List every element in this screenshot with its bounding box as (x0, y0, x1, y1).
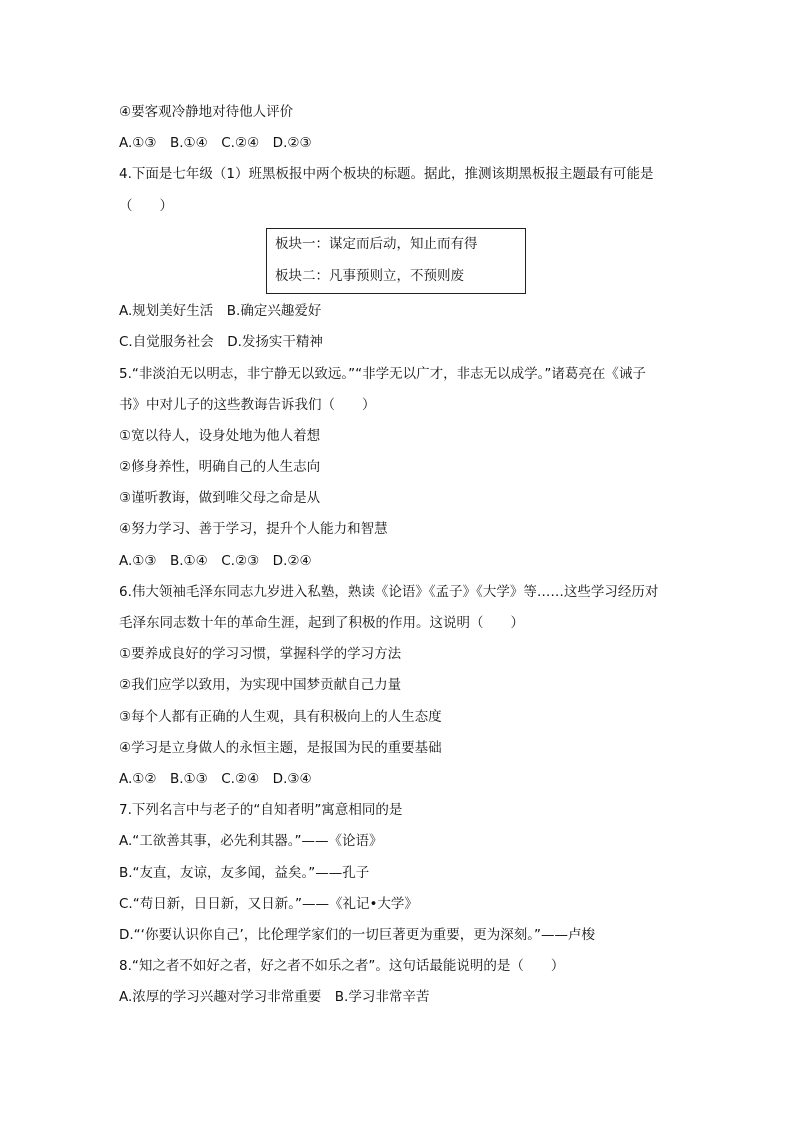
option-line: ③谨听教诲，做到唯父母之命是从 (119, 490, 321, 506)
option-line: ④学习是立身做人的永恒主题，是报国为民的重要基础 (119, 740, 442, 756)
option-line: ①宽以待人，设身处地为他人着想 (119, 428, 321, 444)
option-c: C.“苟日新，日日新，又日新。”——《礼记•大学》 (119, 896, 418, 912)
blackboard-titles-box (266, 228, 526, 294)
answer-choices: A.浓厚的学习兴趣对学习非常重要 B.学习非常辛苦 (119, 989, 430, 1005)
option-b: B.“友直，友谅，友多闻，益矣。”——孔子 (119, 865, 370, 881)
answer-choices: A.①③ B.①④ C.②④ D.②③ (119, 135, 312, 151)
option-line: ②修身养性，明确自己的人生志向 (119, 459, 321, 475)
option-line: ①要养成良好的学习习惯，掌握科学的学习方法 (119, 646, 402, 662)
option-line: ④努力学习、善于学习，提升个人能力和智慧 (119, 521, 388, 537)
question-6-stem: 6.伟大领袖毛泽东同志九岁进入私塾，熟读《论语》《孟子》《大学》等……这些学习经历对 (119, 584, 659, 600)
question-5-stem: 5.“非淡泊无以明志，非宁静无以致远。”“非学无以广才，非志无以成学。”诸葛亮在《诫子 (119, 366, 646, 382)
question-4-stem: 4.下面是七年级（1）班黑板报中两个板块的标题。据此，推测该期黑板报主题最有可能是 (119, 166, 654, 182)
option-line: ③每个人都有正确的人生观，具有积极向上的人生态度 (119, 709, 442, 725)
answer-choices: A.规划美好生活 B.确定兴趣爱好 (119, 303, 322, 319)
answer-choices: A.①② B.①③ C.②④ D.③④ (119, 771, 312, 787)
option-a: A.“工欲善其事，必先利其器。”——《论语》 (119, 833, 383, 849)
question-8-stem: 8.“知之者不如好之者，好之者不如乐之者”。这句话最能说明的是（ ） (119, 958, 565, 974)
question-7-stem: 7.下列名言中与老子的“自知者明”寓意相同的是 (119, 802, 403, 818)
question-5-stem-cont: 书》中对儿子的这些教诲告诉我们（ ） (119, 397, 376, 413)
answer-choices: C.自觉服务社会 D.发扬实干精神 (119, 334, 323, 350)
board-section-1: 板块一：谋定而后动，知止而有得 (275, 236, 478, 252)
board-section-2: 板块二：凡事预则立，不预则废 (275, 268, 464, 284)
answer-choices: A.①③ B.①④ C.②③ D.②④ (119, 553, 312, 569)
option-line: ④要客观冷静地对待他人评价 (119, 104, 294, 120)
option-line: ②我们应学以致用，为实现中国梦贡献自己力量 (119, 677, 402, 693)
question-4-blank: （ ） (119, 198, 173, 214)
option-d: D.“‘你要认识你自己’，比伦理学家们的一切巨著更为重要，更为深刻。”——卢梭 (119, 927, 596, 943)
question-6-stem-cont: 毛泽东同志数十年的革命生涯，起到了积极的作用。这说明（ ） (119, 615, 524, 631)
